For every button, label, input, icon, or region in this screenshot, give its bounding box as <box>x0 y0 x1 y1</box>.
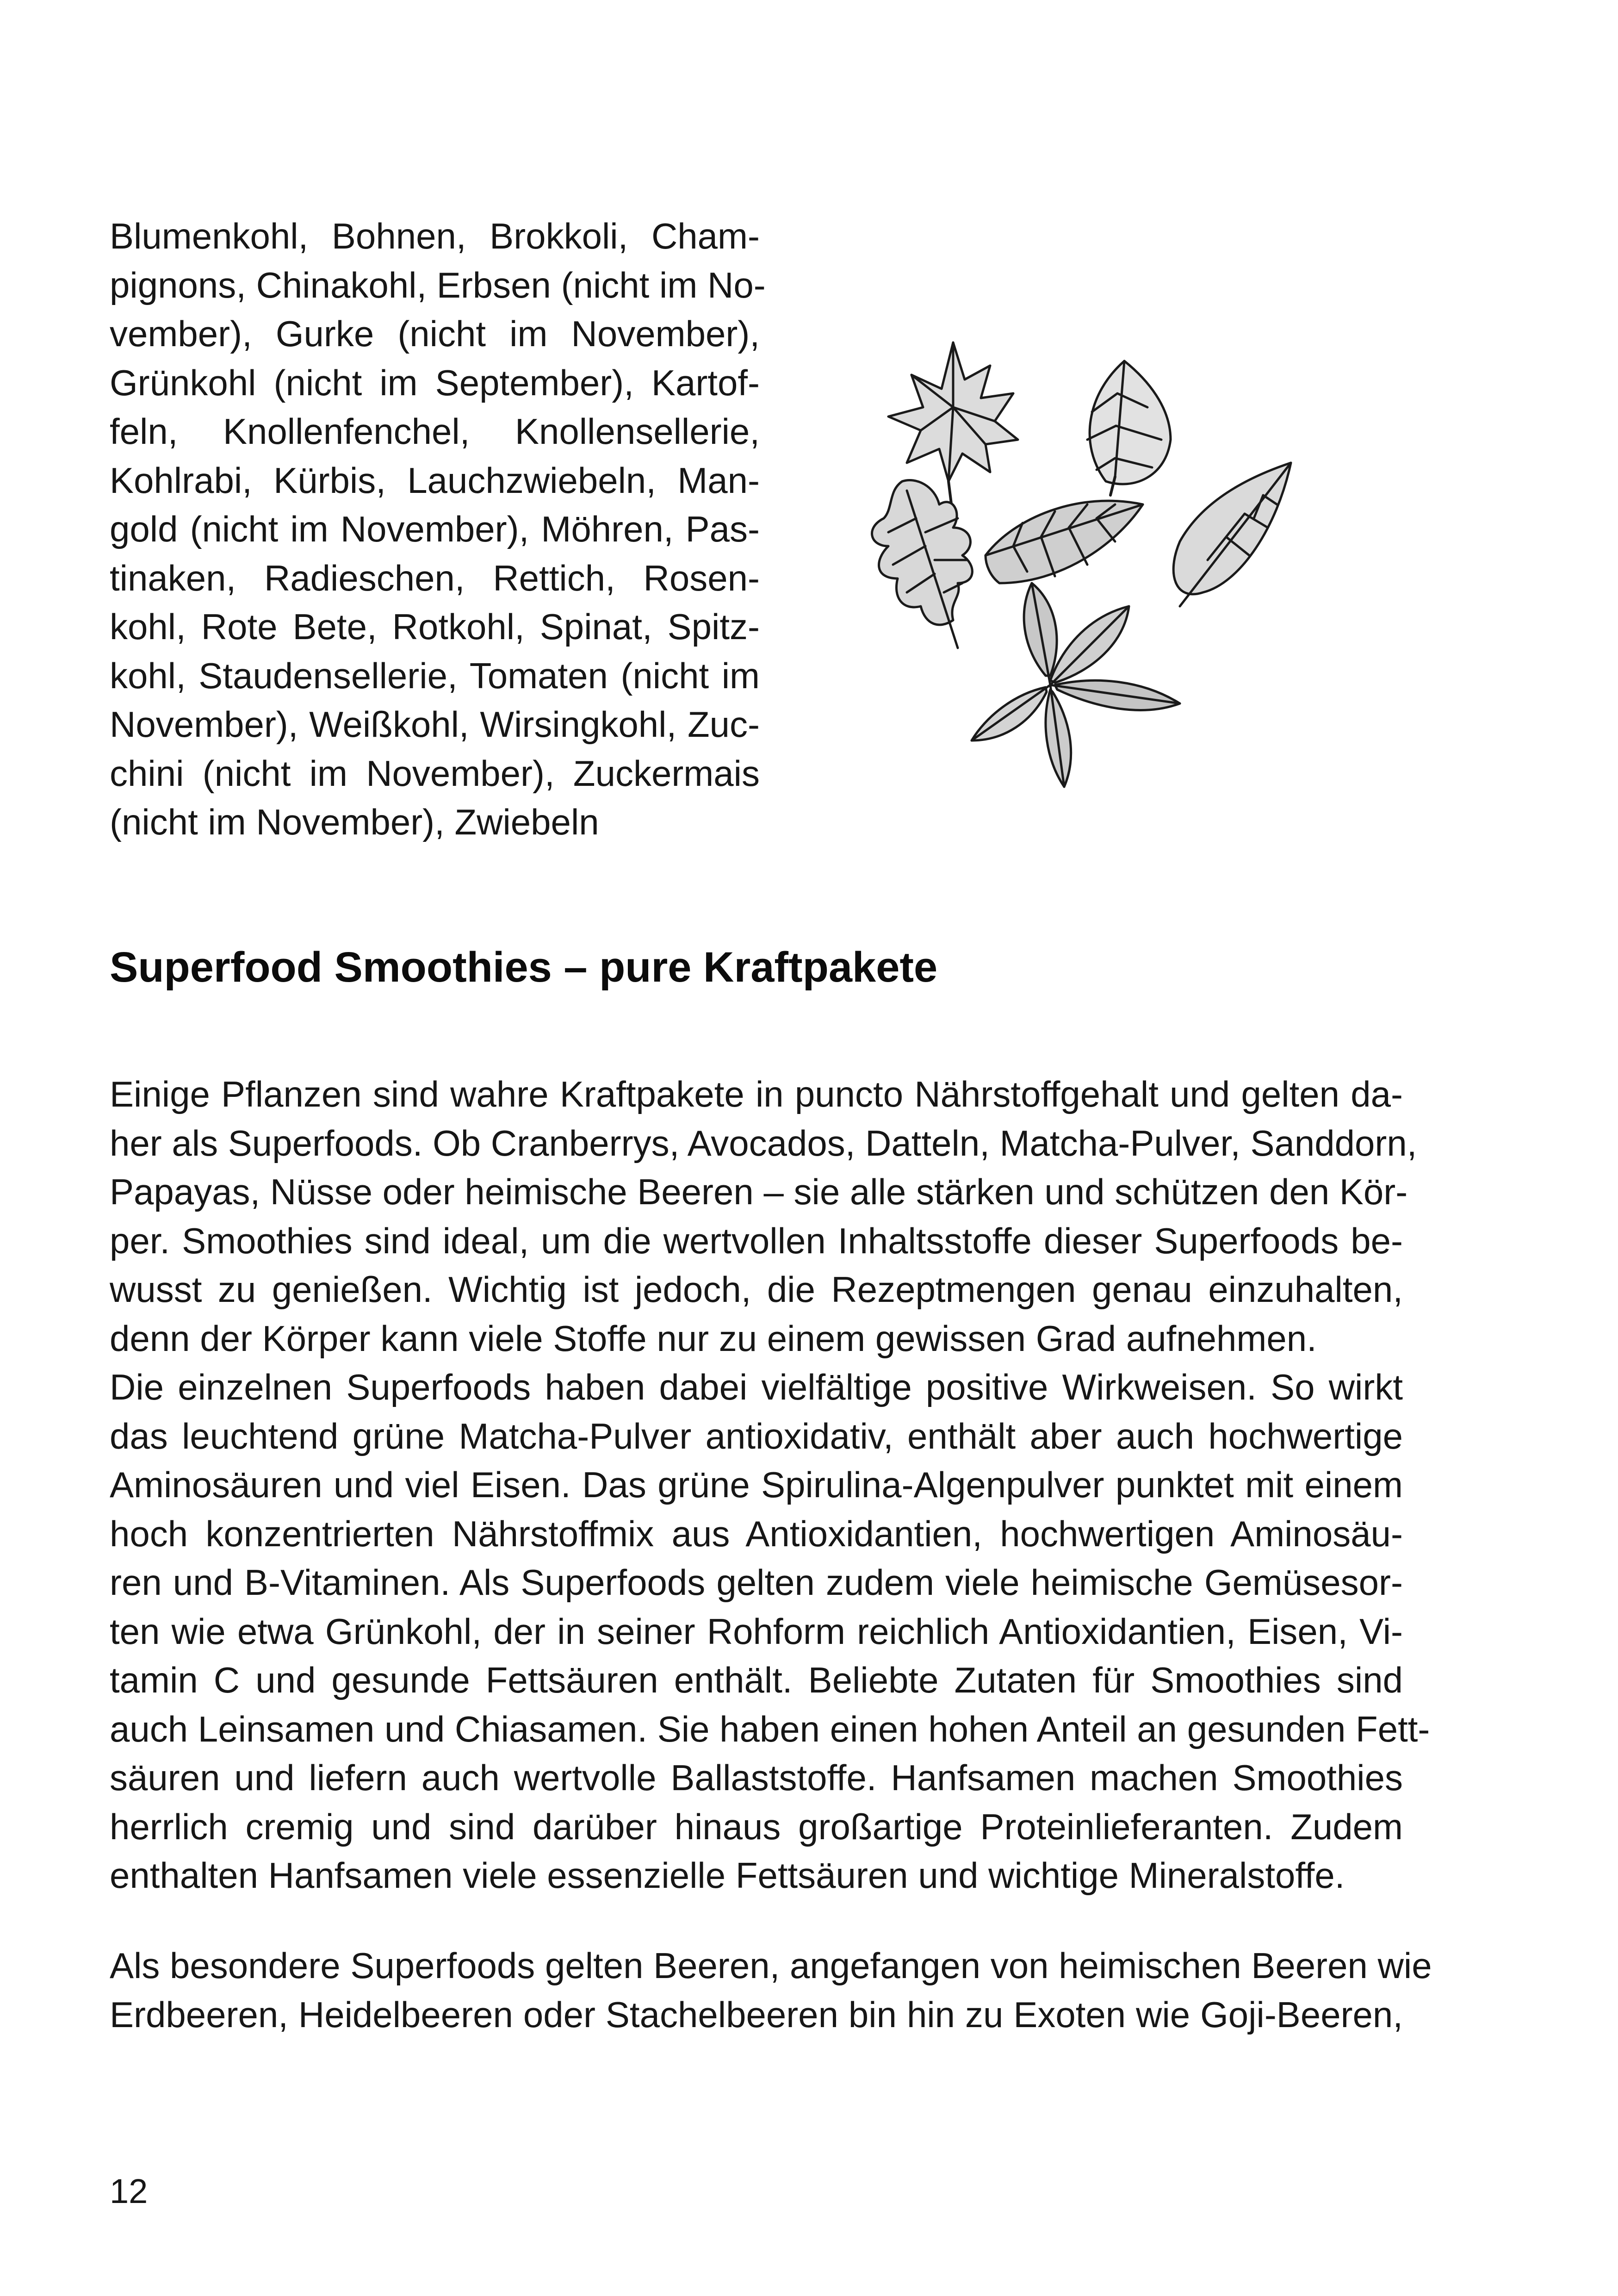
text-line: säuren und liefern auch wertvolle Ballaststoffe. Hanfsamen machen Smoothies <box>110 1757 1403 1798</box>
text-line: wusst zu genießen. Wichtig ist jedoch, die Rezeptmengen genau einzuhalten, <box>110 1269 1403 1310</box>
text-line: per. Smoothies sind ideal, um die wertvollen Inhaltsstoffe dieser Superfoods be- <box>110 1220 1403 1261</box>
text-line: Grünkohl (nicht im September), Kartof- <box>110 362 760 403</box>
text-line: chini (nicht im November), Zuckermais <box>110 753 760 794</box>
text-line: kohl, Staudensellerie, Tomaten (nicht im <box>110 655 760 696</box>
text-line: herrlich cremig und sind darüber hinaus großartige Proteinlieferanten. Zudem <box>110 1806 1403 1847</box>
vegetable-list-paragraph <box>110 212 766 847</box>
text-line: Aminosäuren und viel Eisen. Das grüne Spirulina-Algenpulver punktet mit einem <box>110 1464 1403 1505</box>
text-line: (nicht im November), Zwiebeln <box>110 802 599 842</box>
text-line: das leuchtend grüne Matcha-Pulver antioxidativ, enthält aber auch hochwertige <box>110 1415 1403 1456</box>
beech-leaf-icon <box>1173 463 1291 606</box>
text-line: tamin C und gesunde Fettsäuren enthält. Beliebte Zutaten für Smoothies sind <box>110 1660 1403 1700</box>
page-number: 12 <box>110 2172 148 2210</box>
text-line: hoch konzentrierten Nährstoffmix aus Antioxidantien, hochwertigen Aminosäu- <box>110 1513 1403 1554</box>
text-line: denn der Körper kann viele Stoffe nur zu einem gewissen Grad aufnehmen. <box>110 1318 1317 1359</box>
section-heading: Superfood Smoothies – pure Kraftpakete <box>110 944 938 991</box>
text-line: kohl, Rote Bete, Rotkohl, Spinat, Spitz- <box>110 606 760 647</box>
text-line: tinaken, Radieschen, Rettich, Rosen- <box>110 557 760 598</box>
text-line: November), Weißkohl, Wirsingkohl, Zuc- <box>110 704 760 745</box>
chestnut-leaf-icon <box>972 583 1180 787</box>
text-line: Einige Pflanzen sind wahre Kraftpakete in puncto Nährstoffgehalt und gelten da- <box>110 1074 1403 1114</box>
body-paragraph <box>110 1941 1432 2039</box>
body-paragraph <box>110 1070 1430 1900</box>
oak-leaf-icon <box>872 480 973 648</box>
text-line: auch Leinsamen und Chiasamen. Sie haben einen hohen Anteil an gesunden Fett- <box>110 1708 1430 1749</box>
text-line: gold (nicht im November), Möhren, Pas- <box>110 509 760 549</box>
birch-leaf-icon <box>1087 361 1171 495</box>
text-line: enthalten Hanfsamen viele essenzielle Fettsäuren und wichtige Mineralstoffe. <box>110 1855 1345 1896</box>
text-line: her als Superfoods. Ob Cranberrys, Avocados, Datteln, Matcha-Pulver, Sanddorn, <box>110 1122 1417 1164</box>
text-line: Papayas, Nüsse oder heimische Beeren – sie alle stärken und schützen den Kör- <box>110 1171 1408 1212</box>
text-line: Blumenkohl, Bohnen, Brokkoli, Cham- <box>110 216 760 256</box>
text-line: feln, Knollenfenchel, Knollensellerie, <box>110 411 760 452</box>
text-line: Kohlrabi, Kürbis, Lauchzwiebeln, Man- <box>110 460 760 501</box>
text-line: vember), Gurke (nicht im November), <box>110 313 760 354</box>
text-line: Erdbeeren, Heidelbeeren oder Stachelbeeren bin hin zu Exoten wie Goji-Beeren, <box>110 1994 1403 2035</box>
text-line: pignons, Chinakohl, Erbsen (nicht im No- <box>110 264 766 305</box>
leaves-illustration-icon <box>847 324 1309 805</box>
text-line: ren und B-Vitaminen. Als Superfoods gelten zudem viele heimische Gemüsesor- <box>110 1562 1403 1603</box>
elm-leaf-icon <box>986 501 1143 583</box>
text-line: Die einzelnen Superfoods haben dabei vielfältige positive Wirkweisen. So wirkt <box>110 1367 1403 1407</box>
text-line: Als besondere Superfoods gelten Beeren, angefangen von heimischen Beeren wie <box>110 1945 1432 1986</box>
text-line: ten wie etwa Grünkohl, der in seiner Rohform reichlich Antioxidantien, Eisen, Vi- <box>110 1611 1403 1652</box>
